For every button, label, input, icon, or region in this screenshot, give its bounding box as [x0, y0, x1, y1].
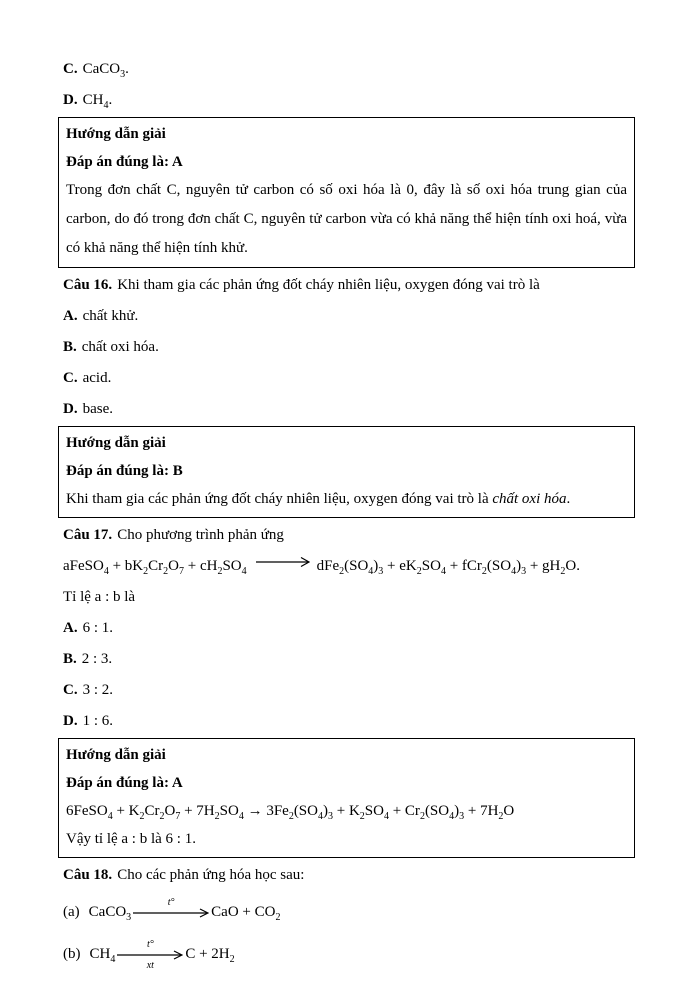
q17-option-a [58, 613, 636, 644]
q17-question [58, 520, 636, 551]
q16-option-c [58, 363, 636, 394]
question-number: Câu 16. [63, 277, 113, 293]
q17-sub-question: Tỉ lệ a : b là [63, 589, 136, 605]
solution-body [66, 485, 627, 513]
option-text: base. [82, 401, 113, 417]
equation-lhs: aFeSO$_4$ + $bK_2Cr_2O_7 + cH_2SO_4$ [63, 558, 247, 577]
reaction-lhs: CaCO$_3$ [88, 904, 132, 923]
question-number: Câu 17. [63, 527, 113, 543]
reaction-lhs: $CH_4$ [89, 946, 116, 965]
option-label: D. [63, 401, 78, 417]
option-text: 6 : 1. [82, 620, 114, 636]
reaction-arrow [117, 939, 183, 971]
option-label: D. [63, 92, 78, 108]
q18-question [58, 860, 636, 891]
arrow-condition-above: t° [167, 896, 175, 908]
option-text: 1 : 6. [82, 713, 114, 729]
solution-equation: 6FeSO$_4$ + $K_2Cr_2O_7 + 7H_2SO_4 \to 3Fe_2(SO_4)_3 + K_2SO_4 + Cr_2(SO_4)_3 + 7H_2O$ [66, 803, 515, 822]
option-label: C. [63, 370, 78, 386]
reaction-prefix: (a) [63, 904, 80, 920]
question-number: Câu 18. [63, 867, 113, 883]
solution-box-q15 [58, 117, 635, 268]
q17-option-c [58, 675, 636, 706]
q16-option-a [58, 301, 636, 332]
q18-reaction-a [58, 891, 636, 933]
question-text: Cho các phản ứng hóa học sau: [117, 867, 305, 883]
solution-answer: Đáp án đúng là: B [66, 463, 183, 479]
right-arrow-icon [117, 950, 183, 960]
option-label: A. [63, 308, 78, 324]
question-text: Khi tham gia các phản ứng đốt cháy nhiên liệu, oxygen đóng vai trò là [117, 277, 540, 293]
right-arrow-icon [133, 908, 209, 918]
solution-title: Hướng dẫn giải [66, 435, 166, 451]
q15-option-d [58, 85, 636, 116]
option-formula: CaCO$_3$. [82, 61, 129, 80]
reaction-prefix: (b) [63, 946, 81, 962]
option-text: acid. [82, 370, 112, 386]
q16-question [58, 270, 636, 301]
q15-option-c [58, 54, 636, 85]
q17-option-b [58, 644, 636, 675]
reaction-rhs: CaO + $CO_2$ [211, 904, 281, 923]
option-text: 3 : 2. [82, 682, 114, 698]
option-label: A. [63, 620, 78, 636]
option-label: B. [63, 651, 77, 667]
question-text: Cho phương trình phản ứng [117, 527, 284, 543]
solution-answer: Đáp án đúng là: A [66, 154, 183, 170]
option-label: C. [63, 61, 78, 77]
q16-option-b [58, 332, 636, 363]
right-arrow-icon [256, 556, 310, 568]
option-text: chất oxi hóa. [81, 339, 159, 355]
q18-reaction-b [58, 933, 636, 975]
solution-answer: Đáp án đúng là: A [66, 775, 183, 791]
q17-equation [58, 551, 636, 582]
solution-body-text: Khi tham gia các phản ứng đốt cháy nhiên liệu, oxygen đóng vai trò là [66, 491, 493, 507]
option-label: D. [63, 713, 78, 729]
arrow-condition-above: t° [146, 938, 154, 950]
solution-conclusion: Vậy tỉ lệ a : b là 6 : 1. [66, 831, 196, 847]
option-label: B. [63, 339, 77, 355]
reaction-arrow [133, 897, 209, 929]
arrow-condition-below: xt [146, 959, 154, 971]
equation-rhs: $dFe_2(SO_4)_3 + eK_2SO_4 + fCr_2(SO_4)_3 + gH_2O$. [316, 558, 580, 577]
option-formula: $CH_4$. [82, 92, 113, 111]
solution-title: Hướng dẫn giải [66, 126, 166, 142]
reaction-rhs: $C + 2H_2$ [185, 946, 235, 965]
option-text: chất khử. [82, 308, 139, 324]
solution-box-q16 [58, 426, 635, 518]
q17-option-d [58, 706, 636, 737]
solution-title: Hướng dẫn giải [66, 747, 166, 763]
solution-body: Trong đơn chất C, nguyên tử carbon có số oxi hóa là 0, đây là số oxi hóa trung gian của carbon, do đó trong đơn chất C, nguyên tử carbon vừa có khả năng thể hiện tính oxi hoá, vừa có khả năng thể hiện tính khử. [66, 182, 627, 256]
solution-box-q17 [58, 738, 635, 858]
solution-body-emphasis: chất oxi hóa [492, 491, 567, 507]
option-text: 2 : 3. [81, 651, 113, 667]
option-label: C. [63, 682, 78, 698]
solution-body-period: . [566, 491, 571, 507]
q16-option-d [58, 394, 636, 425]
